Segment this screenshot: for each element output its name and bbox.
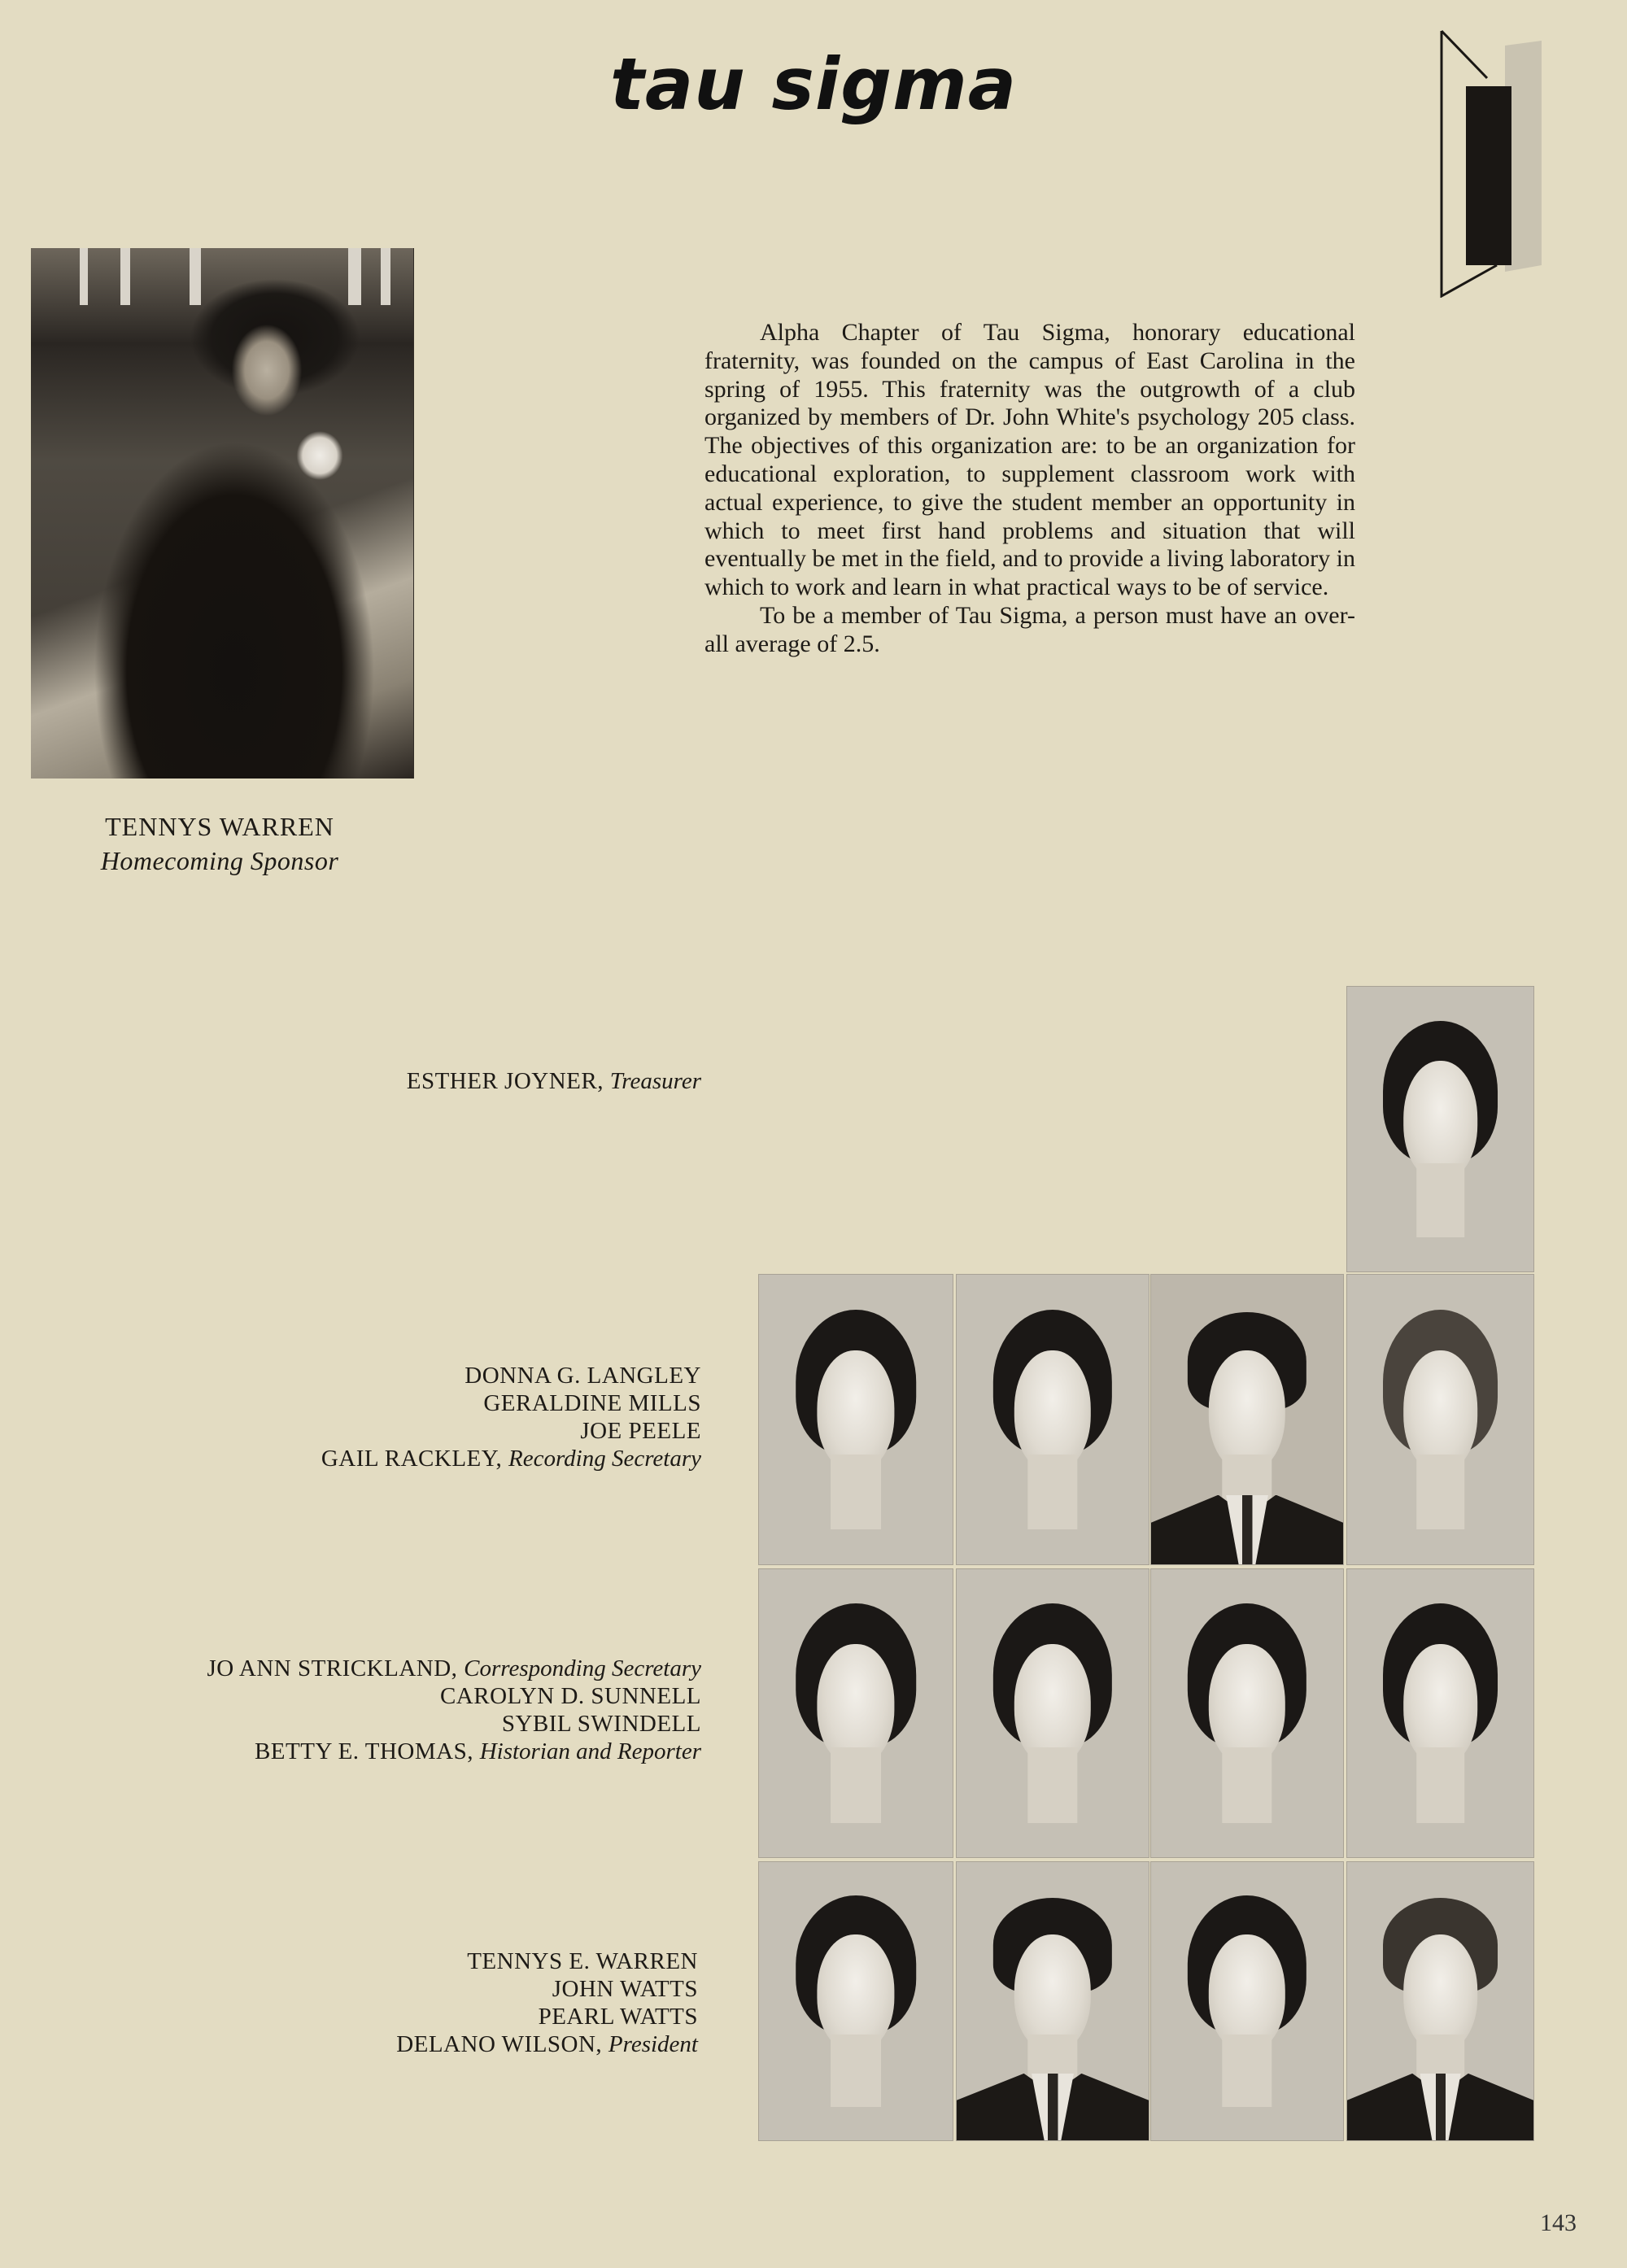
member-name: TENNYS E. WARREN [467, 1948, 698, 1974]
member-entry [207, 1682, 701, 1710]
member-portrait-sybil-swindell [1150, 1568, 1344, 1858]
member-portrait-geraldine-mills [956, 1274, 1149, 1565]
member-role: Treasurer [609, 1068, 701, 1094]
sponsor-name: TENNYS WARREN [105, 812, 334, 841]
member-entry [321, 1389, 701, 1417]
member-portrait-donna-langley [758, 1274, 953, 1565]
member-name: DELANO WILSON, [396, 2031, 603, 2057]
member-name: GAIL RACKLEY, [321, 1446, 503, 1472]
intro-paragraph: To be a member of Tau Sigma, a person must have an over-all average of 2.5. [704, 601, 1355, 657]
member-entry [396, 2030, 698, 2058]
member-entry [207, 1738, 701, 1765]
member-portrait-carolyn-sunnell [956, 1568, 1149, 1858]
member-list-row-4 [396, 1947, 698, 2058]
member-role: Corresponding Secretary [464, 1655, 701, 1681]
member-name: DONNA G. LANGLEY [465, 1363, 701, 1389]
member-portrait-john-watts [956, 1861, 1149, 2141]
member-role: President [608, 2031, 698, 2057]
sponsor-role: Homecoming Sponsor [100, 846, 339, 875]
member-list-row-3 [207, 1655, 701, 1765]
member-portrait-pearl-watts [1150, 1861, 1344, 2141]
member-portrait-jo-ann-strickland [758, 1568, 953, 1858]
intro-paragraph: Alpha Chapter of Tau Sigma, honorary educational fraternity, was founded on the campus of East Carolina in the spring of 1955. This fraternity was the outgrowth of a club organized by members of Dr. John White's psychology 205 class. The objectives of this organization are: to be an organization for educational exploration, to supplement classroom work with actual experience, to give the student member an opportunity in which to meet first hand problems and situation that will eventually be met in the field, and to provide a living laboratory in which to work and learn in what practical ways to be of service. [704, 319, 1355, 601]
member-portrait-esther-joyner [1346, 986, 1534, 1272]
member-role: Historian and Reporter [479, 1738, 701, 1764]
member-entry [321, 1417, 701, 1445]
corner-ornament-graphic [1440, 29, 1546, 298]
member-name: ESTHER JOYNER, [406, 1068, 604, 1094]
member-portrait-tennys-warren [758, 1861, 953, 2141]
member-portrait-joe-peele [1150, 1274, 1344, 1565]
member-portrait-betty-thomas [1346, 1568, 1534, 1858]
member-entry [207, 1655, 701, 1682]
sponsor-caption [33, 809, 407, 878]
member-list-row-1 [407, 1067, 701, 1095]
member-name: CAROLYN D. SUNNELL [439, 1683, 701, 1709]
member-list-row-2 [321, 1362, 701, 1472]
page-title: tau sigma [609, 42, 1018, 126]
member-entry [207, 1710, 701, 1738]
member-name: JOHN WATTS [552, 1976, 698, 2002]
member-entry [396, 1947, 698, 1975]
member-name: JOE PEELE [580, 1418, 701, 1444]
member-entry [396, 2003, 698, 2030]
member-role: Recording Secretary [508, 1446, 701, 1472]
member-name: BETTY E. THOMAS, [254, 1738, 473, 1764]
member-entry [321, 1362, 701, 1389]
member-entry [321, 1445, 701, 1472]
member-name: PEARL WATTS [538, 2004, 698, 2030]
intro-text [704, 319, 1355, 659]
sponsor-photo [31, 248, 414, 779]
page-number: 143 [1540, 2209, 1577, 2236]
member-entry [407, 1067, 701, 1095]
member-name: GERALDINE MILLS [483, 1390, 701, 1416]
member-name: JO ANN STRICKLAND, [207, 1655, 458, 1681]
member-portrait-delano-wilson [1346, 1861, 1534, 2141]
member-portrait-gail-rackley [1346, 1274, 1534, 1565]
member-entry [396, 1975, 698, 2003]
member-name: SYBIL SWINDELL [501, 1711, 701, 1737]
